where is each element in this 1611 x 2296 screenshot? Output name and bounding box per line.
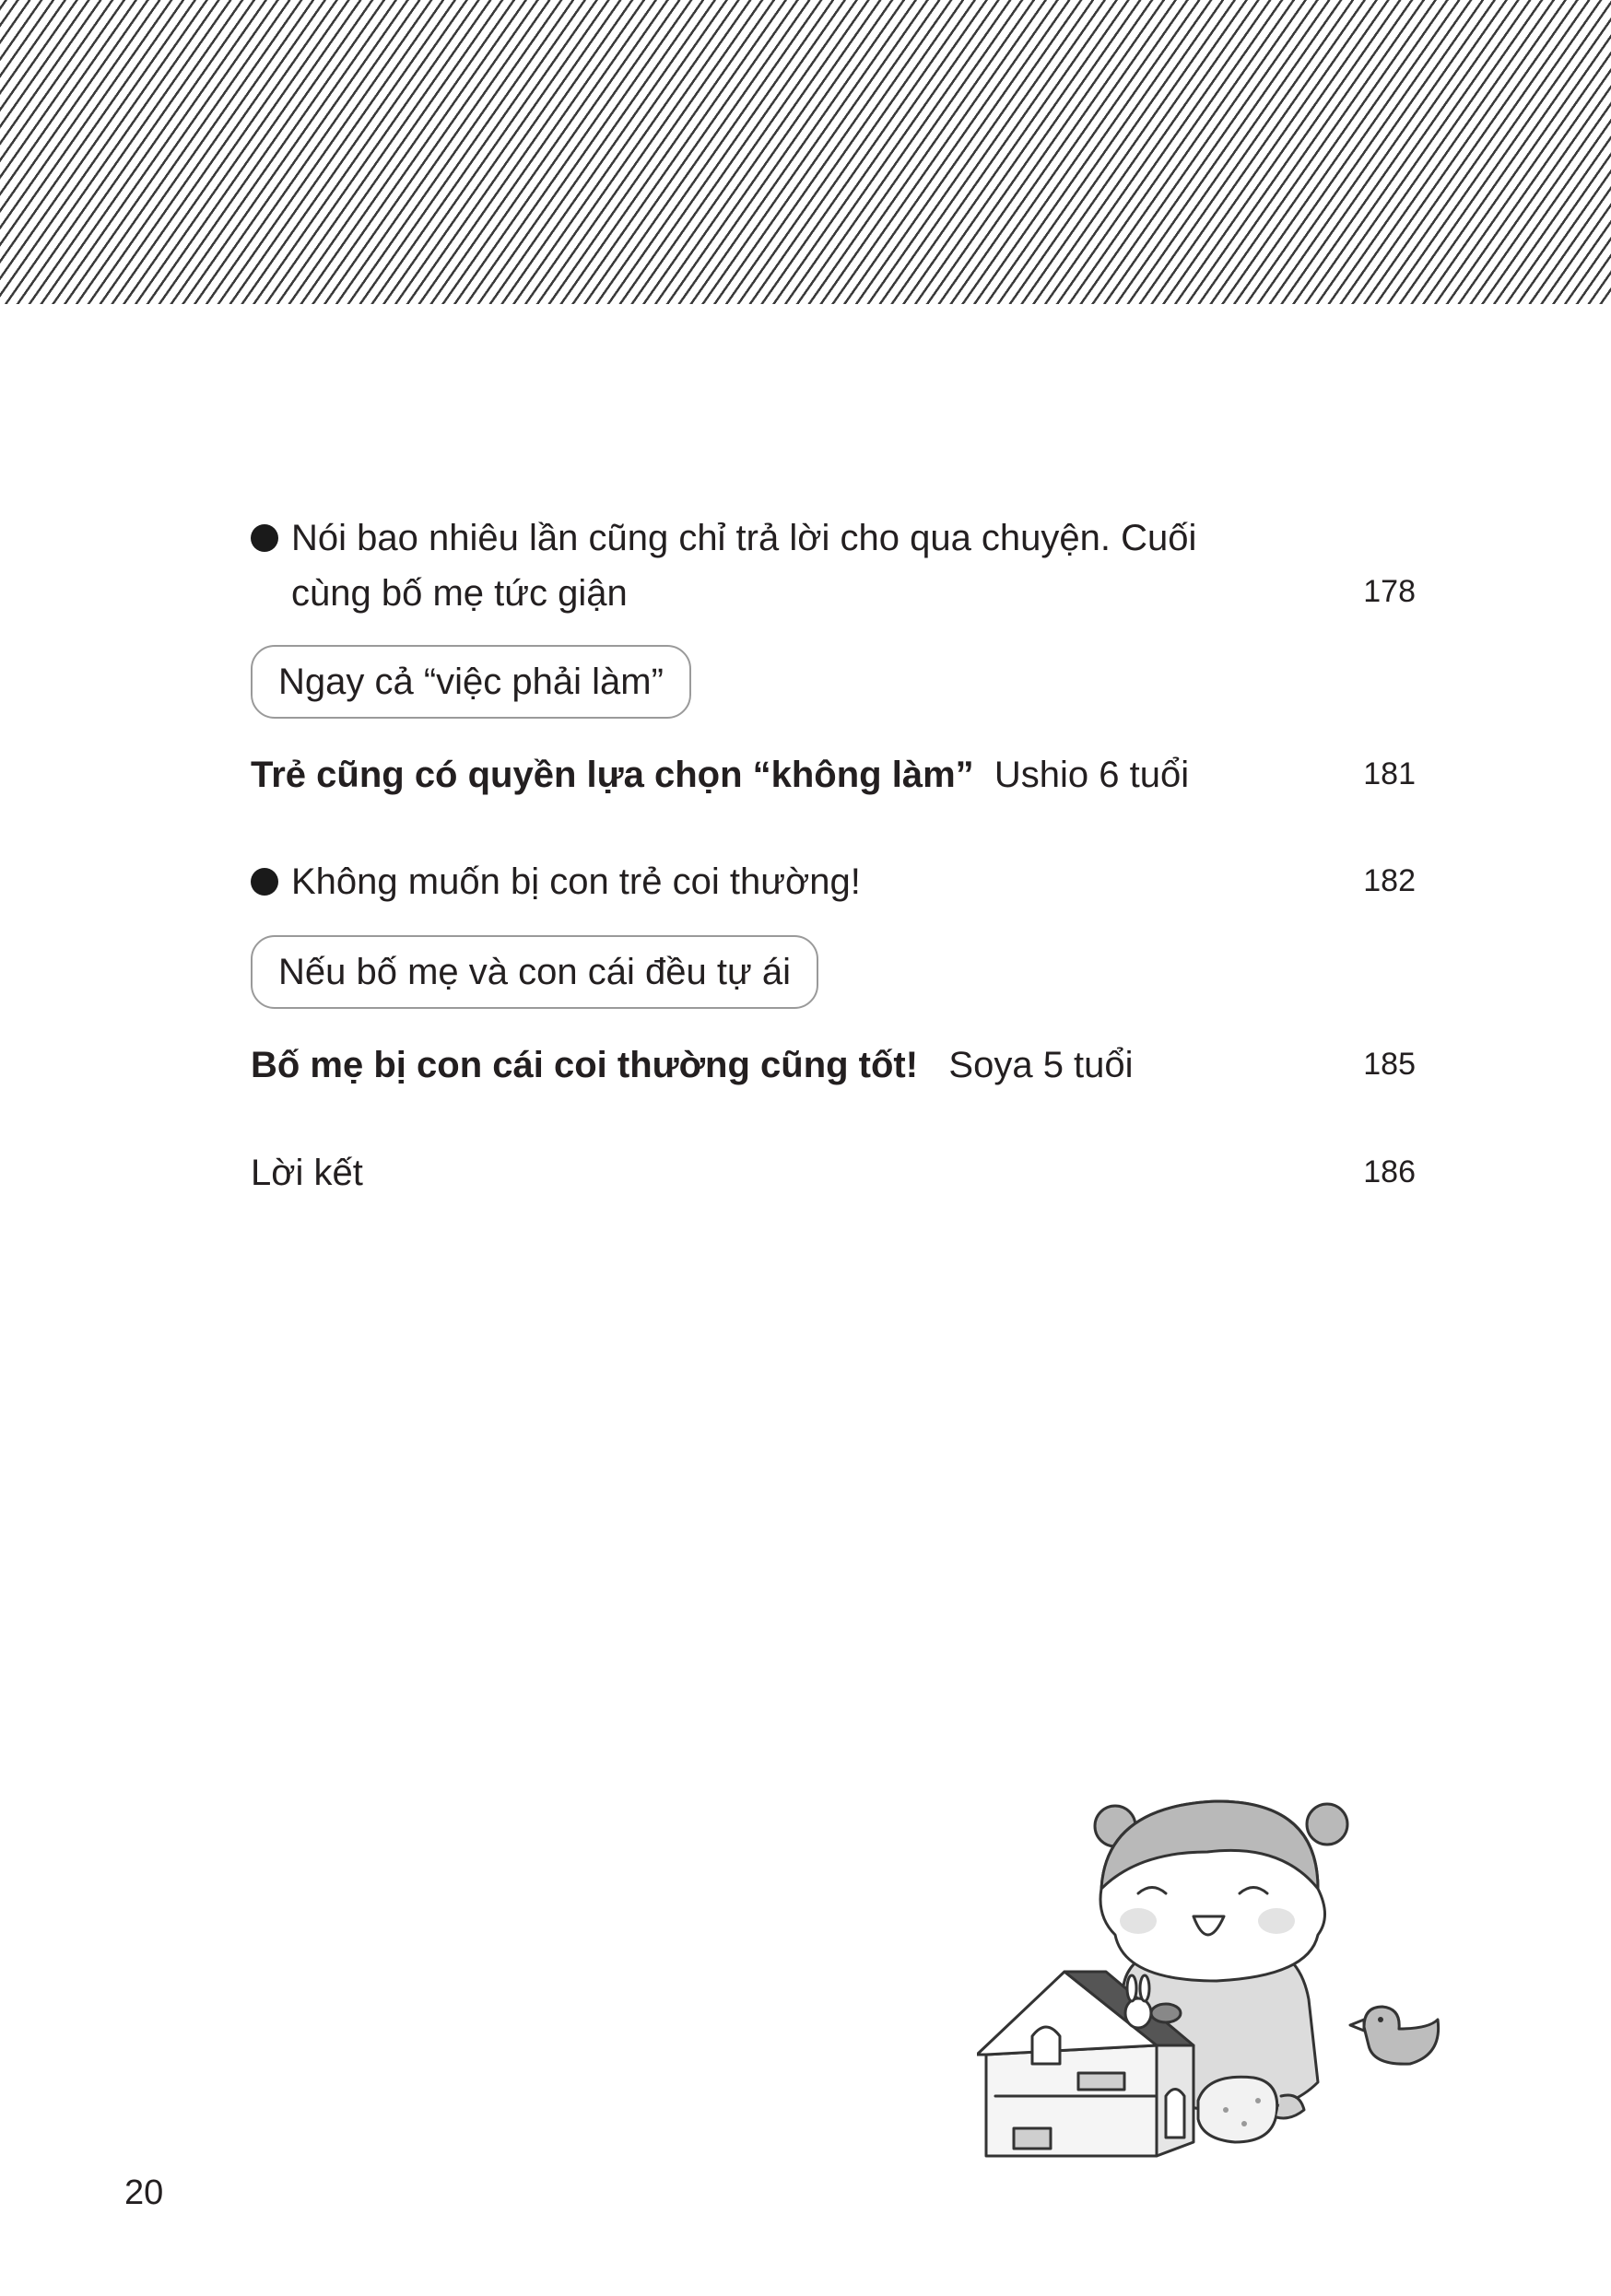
toc-entry-1-line1: Nói bao nhiêu lần cũng chỉ trả lời cho qua chuyện. Cuối — [291, 518, 1197, 558]
toc-entry-2-title: Trẻ cũng có quyền lựa chọn “không làm” — [251, 755, 974, 795]
toc-entry-1-page: 178 — [1363, 574, 1416, 609]
toc-entry-2 — [251, 748, 1416, 803]
toc-entry-2-author: Ushio 6 tuổi — [994, 755, 1190, 795]
toc-entry-5 — [251, 1146, 1416, 1201]
toc-entry-4-author: Soya 5 tuổi — [948, 1045, 1134, 1085]
toc-entry-3 — [251, 855, 1416, 910]
toc-entry-3-title: Không muốn bị con trẻ coi thường! — [291, 861, 861, 902]
page-number: 20 — [124, 2173, 164, 2212]
toc-entry-4-title: Bố mẹ bị con cái coi thường cũng tốt! — [251, 1045, 919, 1085]
toc-entry-3-page: 182 — [1363, 863, 1416, 898]
toc-entry-4-page: 185 — [1363, 1047, 1416, 1082]
toc-entry-5-title: Lời kết — [251, 1153, 363, 1193]
toc-entry-1-line2: cùng bố mẹ tức giận — [291, 573, 628, 614]
section-pill-2: Nếu bố mẹ và con cái đều tự ái — [251, 935, 818, 1009]
toc-entry-1 — [251, 511, 1416, 622]
section-pill-1: Ngay cả “việc phải làm” — [251, 645, 691, 719]
toc-entry-5-page: 186 — [1363, 1154, 1416, 1189]
bullet-icon — [251, 868, 278, 896]
toc-entry-4 — [251, 1038, 1416, 1094]
toc-entry-2-page: 181 — [1363, 756, 1416, 791]
hatched-header-band — [0, 0, 1611, 304]
child-dollhouse-illustration — [977, 1778, 1456, 2165]
bullet-icon — [251, 524, 278, 552]
